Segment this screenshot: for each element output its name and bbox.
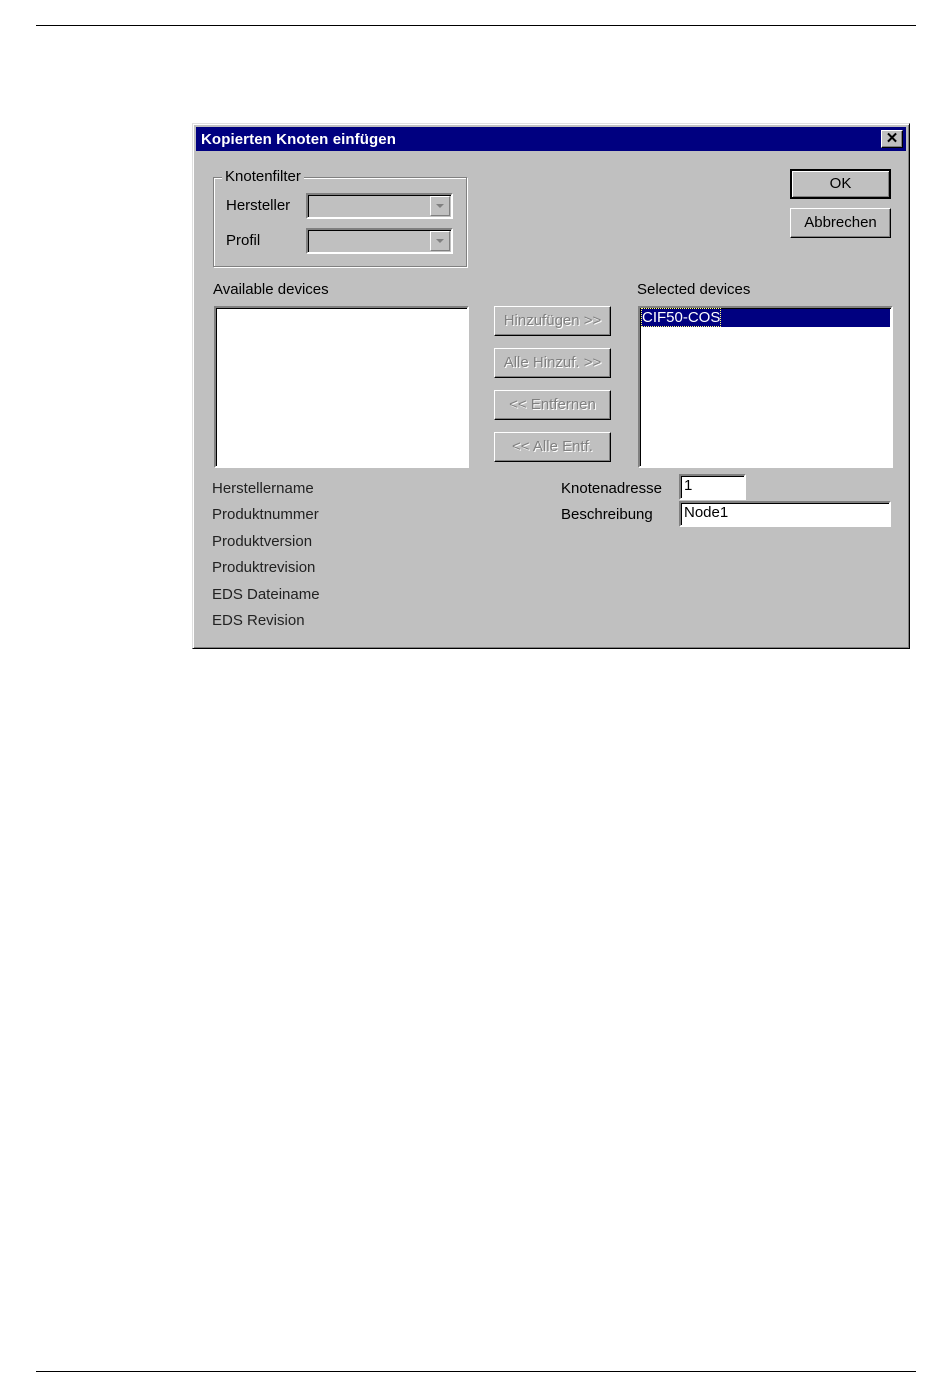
dialog-title: Kopierten Knoten einfügen [201,131,396,148]
profile-label: Profil [226,232,261,249]
eds-revision-label: EDS Revision [212,612,305,629]
close-icon[interactable]: ✕ [881,130,903,148]
node-address-field[interactable]: 1 [679,474,746,500]
node-filter-label: Knotenfilter [222,168,304,185]
remove-all-button[interactable]: << Alle Entf. [494,432,611,462]
product-version-label: Produktversion [212,533,313,550]
available-devices-list[interactable] [214,306,469,468]
add-all-button[interactable]: Alle Hinzuf. >> [494,348,611,378]
ok-button[interactable]: OK [790,169,891,199]
profile-select[interactable] [306,228,453,254]
list-item[interactable] [641,309,890,327]
description-field[interactable]: Node1 [679,501,891,527]
node-address-label: Knotenadresse [561,480,662,497]
chevron-down-icon[interactable] [430,196,450,216]
cancel-button[interactable]: Abbrechen [790,208,891,238]
product-revision-label: Produktrevision [212,559,316,576]
page-top-rule [36,25,916,26]
chevron-down-icon[interactable] [430,231,450,251]
dialog-titlebar [196,127,906,151]
remove-button[interactable]: << Entfernen [494,390,611,420]
manufacturer-select[interactable] [306,193,453,219]
available-devices-label: Available devices [213,281,329,298]
page-bottom-rule [36,1371,916,1372]
manufacturer-name-label: Herstellername [212,480,314,497]
description-label: Beschreibung [561,506,653,523]
selected-devices-label: Selected devices [637,281,751,298]
add-button[interactable]: Hinzufügen >> [494,306,611,336]
manufacturer-label: Hersteller [226,197,291,214]
eds-filename-label: EDS Dateiname [212,586,320,603]
paste-node-dialog [192,123,910,649]
product-number-label: Produktnummer [212,506,319,523]
list-item-label: CIF50-COS [642,309,721,326]
selected-devices-list[interactable] [638,306,893,468]
